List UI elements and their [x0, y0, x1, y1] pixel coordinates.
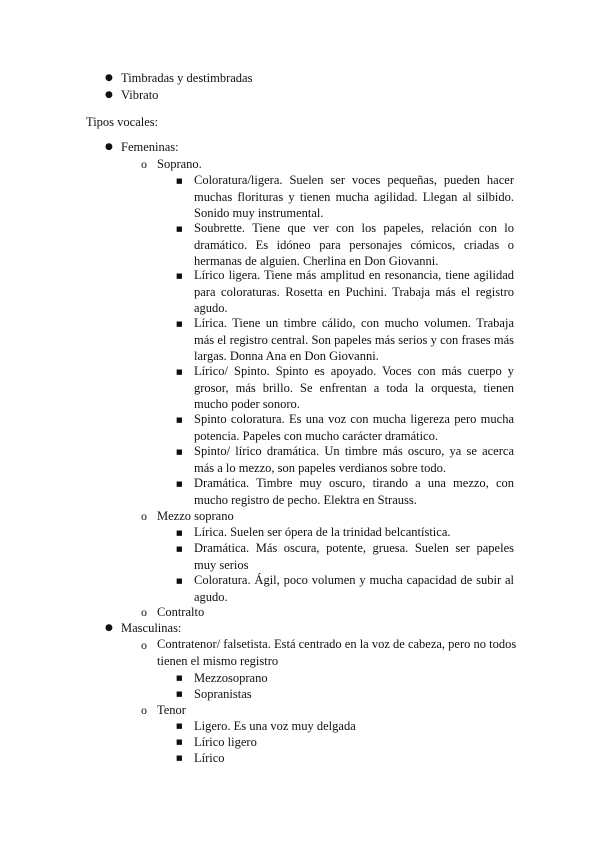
- bullet-circle-icon: o: [141, 638, 147, 652]
- bullet-square-icon: ■: [176, 674, 183, 682]
- list-item: Dramática. Timbre muy oscuro, tirando a una mezzo, con mucho registro de pecho. Elektra en Strauss.: [194, 476, 514, 507]
- bullet-square-icon: ■: [176, 177, 183, 185]
- bullet-square-icon: ■: [176, 529, 183, 537]
- subcategory-mezzo: Mezzo soprano: [157, 509, 234, 523]
- subcategory-tenor: Tenor: [157, 703, 186, 717]
- list-item: Lírica. Suelen ser ópera de la trinidad belcantística.: [194, 525, 451, 539]
- bullet-square-icon: ■: [176, 754, 183, 762]
- list-item: Timbradas y destimbradas: [121, 71, 253, 85]
- bullet-square-icon: ■: [176, 738, 183, 746]
- list-item: Spinto coloratura. Es una voz con mucha ligereza pero mucha potencia. Papeles con mucho carácter dramático.: [194, 412, 514, 443]
- list-item: Coloratura. Ágil, poco volumen y mucha capacidad de subir al agudo.: [194, 573, 514, 604]
- bullet-square-icon: ■: [176, 545, 183, 553]
- list-item: Sopranistas: [194, 687, 252, 701]
- subcategory-contratenor: Contratenor/ falsetista. Está centrado en la voz de cabeza, pero no todos tienen el mismo registro: [157, 637, 517, 668]
- bullet-square-icon: ■: [176, 225, 183, 233]
- list-item: Coloratura/ligera. Suelen ser voces pequeñas, pueden hacer muchas florituras y tienen mucha agilidad. Llegan al silbido. Sonido muy instrumental.: [194, 173, 514, 220]
- bullet-dot-icon: ●: [105, 142, 113, 152]
- category-masculinas: Masculinas:: [121, 621, 182, 635]
- bullet-circle-icon: o: [141, 509, 147, 523]
- bullet-square-icon: ■: [176, 690, 183, 698]
- list-item: Dramática. Más oscura, potente, gruesa. Suelen ser papeles muy serios: [194, 541, 514, 572]
- bullet-dot-icon: ●: [105, 73, 113, 83]
- bullet-circle-icon: o: [141, 157, 147, 171]
- bullet-square-icon: ■: [176, 320, 183, 328]
- bullet-square-icon: ■: [176, 577, 183, 585]
- bullet-square-icon: ■: [176, 448, 183, 456]
- bullet-square-icon: ■: [176, 480, 183, 488]
- category-femeninas: Femeninas:: [121, 140, 179, 154]
- list-item: Soubrette. Tiene que ver con los papeles, relación con lo dramático. Es idóneo para personajes cómicos, criadas o hermanas de alguien. Cherlina en Don Giovanni.: [194, 221, 514, 268]
- section-heading: Tipos vocales:: [86, 115, 159, 129]
- subcategory-soprano: Soprano.: [157, 157, 202, 171]
- list-item: Vibrato: [121, 88, 159, 102]
- bullet-square-icon: ■: [176, 272, 183, 280]
- list-item: Lírica. Tiene un timbre cálido, con mucho volumen. Trabaja más el registro central. Son papeles más serios y con frases más largas. Donna Ana en Don Giovanni.: [194, 316, 514, 363]
- list-item: Lírico ligera. Tiene más amplitud en resonancia, tiene agilidad para coloraturas. Rosetta en Puchini. Trabaja más el registro agudo.: [194, 268, 514, 315]
- bullet-square-icon: ■: [176, 416, 183, 424]
- bullet-dot-icon: ●: [105, 623, 113, 633]
- subcategory-contralto: Contralto: [157, 605, 205, 619]
- bullet-square-icon: ■: [176, 368, 183, 376]
- list-item: Lírico ligero: [194, 735, 257, 749]
- list-item: Lírico/ Spinto. Spinto es apoyado. Voces con más cuerpo y grosor, más brillo. Se enfrentan a toda la orquesta, tienen mucho poder sonoro.: [194, 364, 514, 411]
- list-item: Ligero. Es una voz muy delgada: [194, 719, 356, 733]
- bullet-dot-icon: ●: [105, 90, 113, 100]
- bullet-circle-icon: o: [141, 605, 147, 619]
- bullet-square-icon: ■: [176, 722, 183, 730]
- list-item: Spinto/ lírico dramática. Un timbre más oscuro, ya se acerca más a lo mezzo, son papeles verdianos sobre todo.: [194, 444, 514, 475]
- list-item: Lírico: [194, 751, 225, 765]
- list-item: Mezzosoprano: [194, 671, 268, 685]
- bullet-circle-icon: o: [141, 703, 147, 717]
